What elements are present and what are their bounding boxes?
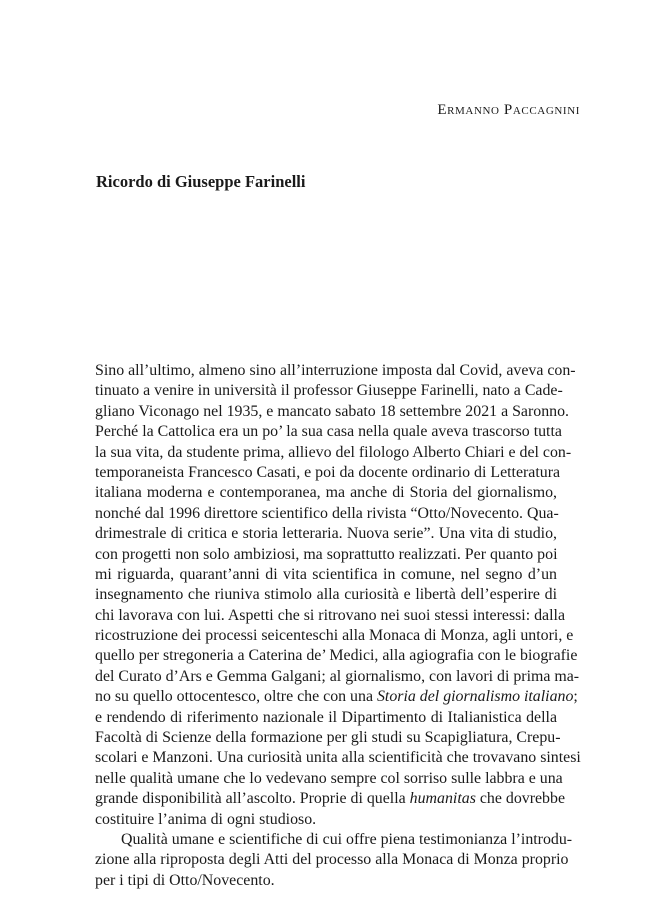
- article-body: [95, 361, 581, 891]
- body-line: [95, 585, 557, 605]
- text-segment: drimestrale di critica e storia letteraria. Nuova serie”. Una vita di studio,: [95, 525, 557, 543]
- text-segment: scolari e Manzoni. Una curiosità unita alla scientificità che trovavano sintesi: [95, 749, 581, 767]
- body-line: [95, 504, 557, 524]
- text-segment: Qualità umane e scientifiche di cui offre piena testimonianza l’introdu-: [121, 830, 573, 848]
- text-segment: Perché la Cattolica era un po’ la sua casa nella quale aveva trascorso tutta: [95, 423, 562, 441]
- text-segment: mi riguarda, quarant’anni di vita scientifica in comune, nel segno d’un: [95, 565, 557, 583]
- text-segment: la sua vita, da studente prima, allievo del filologo Alberto Chiari e del con-: [95, 443, 572, 461]
- body-line: [95, 483, 557, 503]
- article-title: Ricordo di Giuseppe Farinelli: [96, 172, 306, 191]
- body-line: [95, 545, 557, 565]
- text-segment: tinuato a venire in università il professor Giuseppe Farinelli, nato a Cade-: [95, 382, 563, 400]
- body-line: [95, 871, 557, 891]
- body-line: [95, 789, 565, 809]
- body-line: [95, 769, 563, 789]
- text-segment: e rendendo di riferimento nazionale il Dipartimento di Italianistica della: [95, 708, 557, 726]
- text-segment: ;: [573, 688, 578, 706]
- text-segment: nonché dal 1996 direttore scientifico della rivista “Otto/Novecento. Qua-: [95, 504, 559, 522]
- body-line: [95, 850, 569, 870]
- italic-text: Storia del giornalismo italiano: [376, 688, 574, 706]
- text-segment: insegnamento che riuniva stimolo alla curiosità e libertà dell’esperire di: [95, 586, 557, 604]
- body-line: [95, 646, 578, 666]
- text-segment: grande disponibilità all’ascolto. Proprie di quella: [95, 790, 410, 808]
- text-segment: nelle qualità umane che lo vedevano sempre col sorriso sulle labbra e una: [95, 769, 563, 787]
- body-line: [95, 565, 557, 585]
- text-segment: per i tipi di Otto/Novecento.: [95, 871, 275, 889]
- text-segment: Sino all’ultimo, almeno sino all’interruzione imposta dal Covid, aveva con-: [95, 362, 576, 379]
- body-line: [95, 687, 578, 707]
- body-line: [95, 708, 557, 728]
- body-line: [95, 524, 557, 544]
- text-segment: zione alla riproposta degli Atti del processo alla Monaca di Monza proprio: [95, 851, 569, 869]
- text-segment: ricostruzione dei processi seicenteschi alla Monaca di Monza, agli untori, e: [95, 627, 574, 645]
- text-segment: temporaneista Francesco Casati, e poi da docente ordinario di Letteratura: [95, 463, 561, 481]
- body-line: [95, 810, 557, 830]
- body-line: [95, 422, 562, 442]
- text-segment: con progetti non solo ambiziosi, ma soprattutto realizzati. Per quanto poi: [95, 545, 558, 563]
- text-segment: del Curato d’Ars e Gemma Galgani; al giornalismo, con lavori di prima ma-: [95, 667, 580, 685]
- italic-text: humanitas: [409, 790, 476, 808]
- text-segment: italiana moderna e contemporanea, ma anche di Storia del giornalismo,: [95, 484, 557, 502]
- text-segment: quello per stregoneria a Caterina de’ Medici, alla agiografia con le biografie: [95, 647, 578, 665]
- text-segment: Facoltà di Scienze della formazione per gli studi su Scapigliatura, Crepu-: [95, 729, 561, 747]
- body-line: [95, 830, 573, 850]
- body-line: [95, 606, 565, 626]
- text-segment: costituire l’anima di ogni studioso.: [95, 810, 317, 828]
- text-segment: gliano Viconago nel 1935, e mancato sabato 18 settembre 2021 a Saronno.: [95, 402, 570, 420]
- body-line: [95, 748, 581, 768]
- body-line: [95, 728, 561, 748]
- text-segment: no su quello ottocentesco, oltre che con una: [95, 688, 377, 706]
- text-segment: che dovrebbe: [475, 790, 565, 808]
- body-line: [95, 402, 570, 422]
- body-line: [95, 626, 574, 646]
- body-line: [95, 381, 563, 401]
- body-line: [95, 667, 580, 687]
- text-segment: chi lavorava con lui. Aspetti che si ritrovano nei suoi stessi interessi: dalla: [95, 606, 565, 624]
- author-name: Ermanno Paccagnini: [437, 102, 580, 118]
- body-line: [95, 361, 576, 381]
- body-line: [95, 463, 561, 483]
- body-line: [95, 443, 572, 463]
